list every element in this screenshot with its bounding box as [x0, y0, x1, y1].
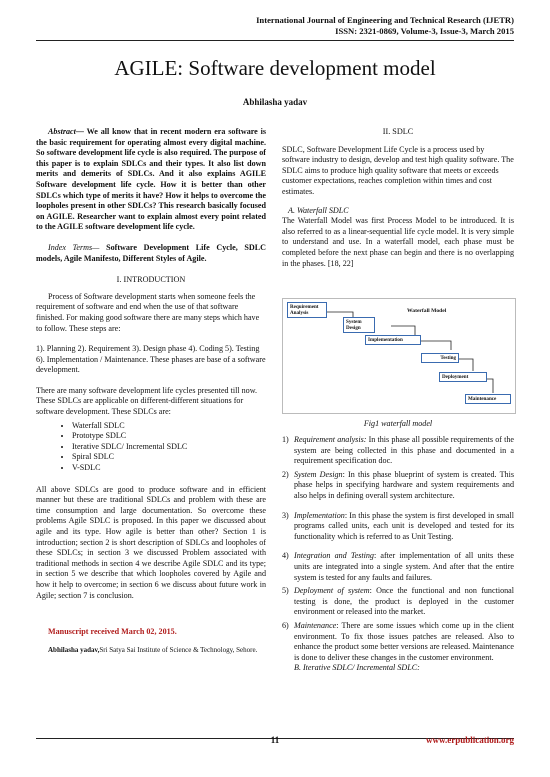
left-column — [36, 127, 266, 655]
list-item: • Prototype SDLC — [72, 431, 266, 442]
subsection-iterative: B. Iterative SDLC/ Incremental SDLC: — [294, 663, 420, 673]
list-item: • Spiral SDLC — [72, 452, 266, 463]
journal-issn: ISSN: 2321-0869, Volume-3, Issue-3, March 2015 — [335, 26, 514, 36]
right-column-items — [282, 435, 514, 674]
list-item: 3) Implementation: In this phase the system is first developed in small programs called units, each unit is developed and tested for its functionality which is referred to as Unit Testing. — [282, 510, 514, 541]
publisher-website[interactable]: www.erpublication.org — [425, 735, 514, 745]
abstract-label: Abstract— — [48, 127, 84, 136]
waterfall-diagram — [282, 298, 516, 414]
journal-name: International Journal of Engineering and Technical Research (IJETR) — [256, 15, 514, 25]
affiliation — [36, 646, 266, 656]
list-item: • Waterfall SDLC — [72, 421, 266, 432]
box-system-design: System Design — [343, 317, 375, 333]
paper-title: AGILE: Software development model — [114, 56, 436, 80]
intro-paragraph-2: 1). Planning 2). Requirement 3). Design phase 4). Coding 5). Testing 6). Implementation / Maintenance. These phases are base of a software development. — [36, 344, 266, 375]
box-deployment: Deployment — [439, 372, 487, 382]
intro-paragraph-3: There are many software development life cycles presented till now. These SDLCs are applicable on different-different situations for software development. These SDLCs are: — [36, 385, 258, 417]
abstract — [36, 127, 266, 233]
subsection-waterfall: A. Waterfall SDLC — [288, 205, 349, 215]
list-item: 1) Requirement analysis: In this phase all possible requirements of the system are being collected in this phase and documented in a requirement specification doc. — [282, 435, 514, 466]
affiliation-text: Sri Satya Sai Institute of Science & Technology, Sehore. — [99, 645, 258, 654]
diagram-title: Waterfall Model — [407, 308, 447, 314]
index-terms-label: Index Terms— — [48, 242, 100, 252]
intro-paragraph-1: Process of Software development starts when someone feels the requirement of software and end when the use of that software finished. For making good software there are many steps which have to follow. These steps are: — [36, 291, 260, 333]
sdlc-paragraph-1: SDLC, Software Development Life Cycle is a process used by software industry to design, develop and test high quality software. The SDLC aims to produce high quality software that meets or exceeds customer expectations, reaches completion within times and cost estimates. — [282, 144, 514, 196]
figure-caption: Fig1 waterfall model — [363, 419, 433, 428]
list-item: 2) System Design: In this phase blueprint of system is created. This phase helps in specifying hardware and system requirements and also helps in defining overall system architecture. — [282, 469, 514, 500]
arrow-connector — [421, 341, 451, 350]
paper-author: Abhilasha yadav — [242, 97, 308, 107]
list-item: 6) Maintenance: There are some issues which come up in the client environment. To fix those issues patches are released. Also to enhance the product some better versions are released. Maintenance is done to deliver these changes in the customer environment. — [282, 620, 515, 662]
list-item: 5) Deployment of system: Once the functional and non functional testing is done, the product is deployed in the customer environment or released into the market. — [282, 586, 515, 617]
right-column — [282, 127, 514, 269]
sdlc-list — [50, 421, 266, 474]
list-item: • V-SDLC — [72, 463, 266, 474]
arrow-connector — [459, 359, 473, 371]
section-heading-intro: I. INTRODUCTION — [116, 275, 186, 285]
journal-header — [256, 15, 514, 37]
manuscript-note: Manuscript received March 02, 2015. — [48, 627, 177, 637]
intro-paragraph-4: All above SDLCs are good to produce software and in efficient manner but these are traditional SDLCs and problem with these are time consumption and large documentation. So overcome these problems Agile SDLC is proposed. In this paper we discussed about agile and its type. How agile is better than other? Section 1 is introduction; section 2 is short description of SDLCs and loopholes of these SDLCs; in section 3 we discussed Problem associated with traditional methods in section 4 we describe Agile SDLC and its type; in section 5 we describe that which loopholes covered by Agile and how it help to overcome; in section 6 we discuss about future work in Agile; section 7 is conclusion. — [36, 484, 266, 600]
box-requirement-analysis: Requirement Analysis — [287, 302, 327, 318]
page-number: 11 — [270, 735, 280, 745]
list-item: • Iterative SDLC/ Incremental SDLC — [72, 442, 266, 453]
header-rule — [36, 40, 514, 41]
section-heading-sdlc: II. SDLC — [382, 127, 414, 136]
affiliation-name: Abhilasha yadav, — [48, 645, 100, 654]
arrow-connector — [391, 326, 415, 335]
box-testing: Testing — [421, 353, 459, 363]
list-item: 4) Integration and Testing: after implementation of all units these units are integrated into a single system. And after that the entire system is tested for any faults and failures. — [282, 551, 514, 582]
sdlc-paragraph-2: The Waterfall Model was first Process Model to be introduced. It is also referred to as a linear-sequential life cycle model. It is very simple to understand and use. In a waterfall model, each phase must be completed before the next phase can begin and there is no overlapping in the phases. [18, 22] — [282, 216, 514, 268]
box-maintenance: Maintenance — [465, 394, 511, 404]
index-terms-text: Software Development Life Cycle, SDLC models, Agile Manifesto, Different Styles of Agile. — [36, 242, 266, 263]
box-implementation: Implementation — [365, 335, 421, 345]
abstract-text: We all know that in recent modern era software is the basic requirement for operating almost every digital machine. So software development life cycle is also required. The purpose of this paper is to explain SDLCs and their types. It also list down merits and demerits of SDLCs. And it also explains AGILE Software development life cycle. How it is better than other SDLCs which type of merits it have? How it helps to overcome the loopholes present in other SDLCs? This research basically focused on AGILE. Researcher want to explain almost every point related to the AGILE software development life cycle. — [36, 127, 266, 232]
index-terms — [36, 243, 266, 264]
